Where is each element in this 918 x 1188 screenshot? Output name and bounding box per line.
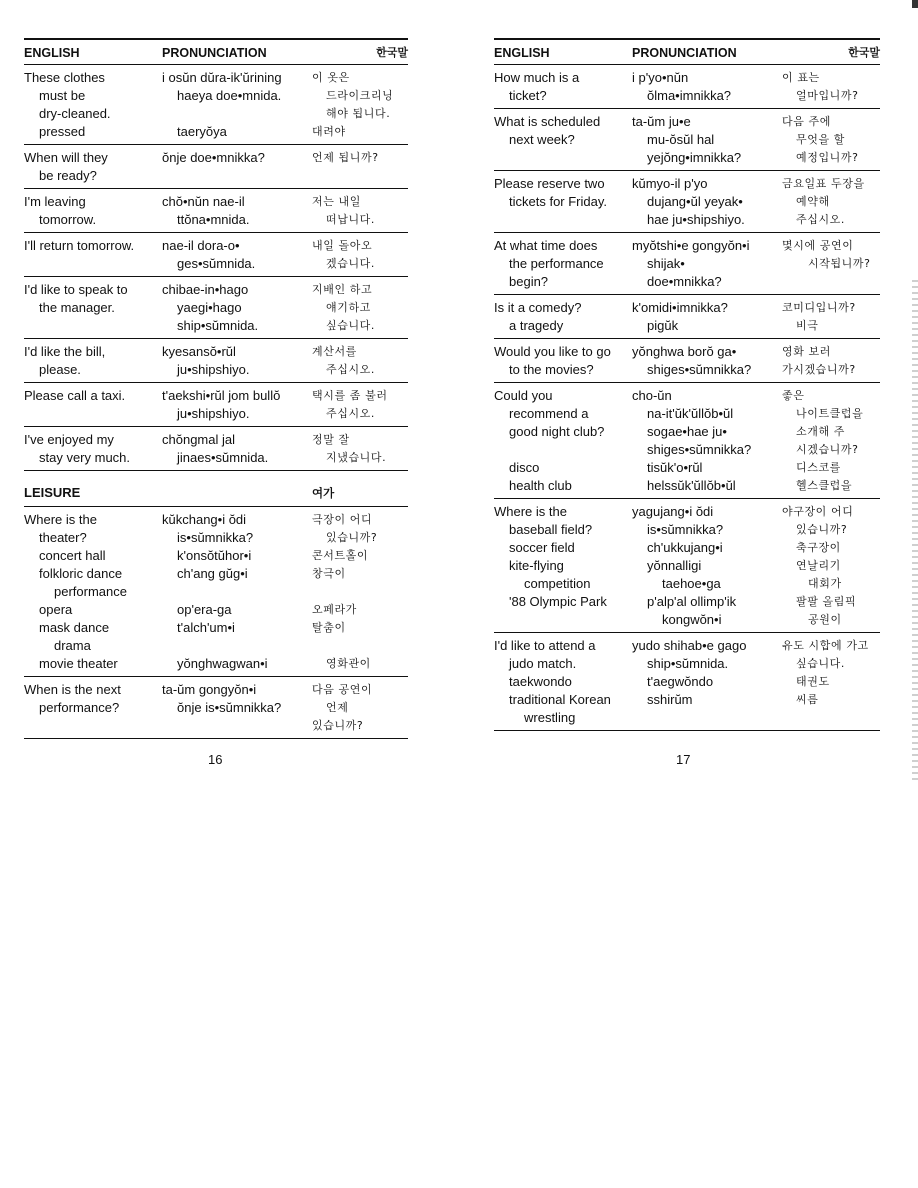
pronunciation-line: t'aegwŏndo bbox=[647, 674, 714, 689]
english-line: good night club? bbox=[509, 424, 605, 439]
page-number-left: 16 bbox=[208, 752, 223, 767]
english-line: judo match. bbox=[509, 656, 577, 671]
english-line: These clothes bbox=[24, 70, 105, 85]
pronunciation-line: yŏnghwagwan•i bbox=[177, 656, 268, 671]
english-line: a tragedy bbox=[509, 318, 564, 333]
english-text bbox=[494, 503, 632, 629]
korean-line: 극장이 어디 bbox=[312, 513, 373, 526]
korean-line: 가시겠습니까? bbox=[782, 363, 856, 376]
pronunciation-line: haeya doe•mnida. bbox=[177, 88, 282, 103]
korean-line: 탈춤이 bbox=[312, 621, 346, 634]
english-line: dry-cleaned. bbox=[39, 106, 111, 121]
english-line: must be bbox=[39, 88, 86, 103]
korean-text bbox=[782, 299, 880, 335]
section-title-korean: 여가 bbox=[312, 486, 335, 500]
english-line: tickets for Friday. bbox=[509, 194, 608, 209]
english-line: pressed bbox=[39, 124, 86, 139]
column-headers bbox=[24, 38, 408, 65]
pronunciation-line: sogae•hae ju• bbox=[647, 424, 727, 439]
phrase-entry bbox=[24, 507, 408, 677]
korean-line: 대회가 bbox=[808, 577, 842, 590]
korean-line: 지냈습니다. bbox=[326, 451, 387, 464]
pronunciation-line: is•sŭmnikka? bbox=[647, 522, 724, 537]
english-line: health club bbox=[509, 478, 572, 493]
pronunciation-line: ges•sŭmnida. bbox=[177, 256, 256, 271]
right-page bbox=[494, 30, 880, 731]
english-line: competition bbox=[524, 576, 591, 591]
pronunciation-text bbox=[162, 237, 312, 273]
pronunciation-text bbox=[162, 149, 312, 185]
pronunciation-line: k'omidi•imnikka? bbox=[632, 300, 728, 315]
pronunciation-line: dujang•ŭl yeyak• bbox=[647, 194, 743, 209]
phrase-entry bbox=[494, 295, 880, 339]
english-line: opera bbox=[39, 602, 73, 617]
korean-line: 언제 됩니까? bbox=[312, 151, 379, 164]
korean-line: 다음 공연이 bbox=[312, 683, 373, 696]
pronunciation-line: ta-ŭm ju•e bbox=[632, 114, 691, 129]
korean-text bbox=[312, 281, 408, 335]
phrase-entry bbox=[494, 383, 880, 499]
english-text bbox=[24, 237, 162, 273]
pronunciation-line: shiges•sŭmnikka? bbox=[647, 442, 752, 457]
english-text bbox=[494, 113, 632, 167]
korean-line: 이 표는 bbox=[782, 71, 820, 84]
english-line: next week? bbox=[509, 132, 575, 147]
pronunciation-line: ju•shipshiyo. bbox=[177, 406, 250, 421]
pronunciation-line bbox=[162, 105, 312, 123]
korean-line: 헬스클럽을 bbox=[796, 479, 853, 492]
english-text bbox=[24, 69, 162, 141]
pronunciation-line: ttŏna•mnida. bbox=[177, 212, 250, 227]
english-text bbox=[494, 637, 632, 727]
pronunciation-line: ch'ang gŭg•i bbox=[177, 566, 248, 581]
korean-text bbox=[312, 237, 408, 273]
pronunciation-line: ship•sŭmnida. bbox=[647, 656, 729, 671]
english-line: performance? bbox=[39, 700, 120, 715]
pronunciation-text bbox=[632, 299, 782, 335]
korean-text bbox=[312, 681, 408, 735]
pronunciation-line: pigŭk bbox=[647, 318, 679, 333]
pronunciation-line: shijak• bbox=[647, 256, 685, 271]
english-line: taekwondo bbox=[509, 674, 572, 689]
phrase-entry bbox=[24, 677, 408, 739]
pronunciation-text bbox=[632, 387, 782, 495]
phrase-entry bbox=[494, 109, 880, 171]
english-line: Would you like to go bbox=[494, 344, 611, 359]
pronunciation-line: chŏngmal jal bbox=[162, 432, 235, 447]
pronunciation-text bbox=[162, 511, 312, 673]
english-text bbox=[494, 387, 632, 495]
english-text bbox=[494, 343, 632, 379]
english-line: to the movies? bbox=[509, 362, 594, 377]
phrase-entry bbox=[24, 277, 408, 339]
english-text bbox=[494, 69, 632, 105]
korean-line: 이 옷은 bbox=[312, 71, 350, 84]
korean-line: 영화 보러 bbox=[782, 345, 832, 358]
phrase-entry bbox=[494, 65, 880, 109]
korean-line: 언제 bbox=[326, 701, 349, 714]
pronunciation-line: jinaes•sŭmnida. bbox=[177, 450, 269, 465]
korean-line: 있습니까? bbox=[326, 531, 378, 544]
header-pronunciation: PRONUNCIATION bbox=[632, 46, 737, 60]
english-line: performance bbox=[54, 584, 127, 599]
pronunciation-line: myŏtshi•e gongyŏn•i bbox=[632, 238, 750, 253]
korean-line: 주십시오. bbox=[796, 213, 846, 226]
pronunciation-line: mu-ŏsŭl hal bbox=[647, 132, 715, 147]
english-line: folkloric dance bbox=[39, 566, 123, 581]
phrase-entry bbox=[24, 233, 408, 277]
english-text bbox=[24, 387, 162, 423]
korean-line: 지배인 하고 bbox=[312, 283, 373, 296]
english-line: What is scheduled bbox=[494, 114, 601, 129]
pronunciation-text bbox=[632, 503, 782, 629]
english-text bbox=[494, 299, 632, 335]
korean-line: 계산서를 bbox=[312, 345, 357, 358]
phrase-entry bbox=[24, 383, 408, 427]
pronunciation-text bbox=[632, 343, 782, 379]
korean-line: 연날리기 bbox=[796, 559, 841, 572]
phrase-entry bbox=[24, 427, 408, 471]
korean-line: 다음 주에 bbox=[782, 115, 832, 128]
english-line: Please call a taxi. bbox=[24, 388, 126, 403]
english-line: Could you bbox=[494, 388, 553, 403]
korean-line: 코미디입니까? bbox=[782, 301, 856, 314]
korean-text bbox=[312, 387, 408, 423]
korean-text bbox=[782, 343, 880, 379]
english-line: Please reserve two bbox=[494, 176, 605, 191]
pronunciation-line: yejŏng•imnikka? bbox=[647, 150, 742, 165]
english-text bbox=[24, 681, 162, 735]
english-line: the performance bbox=[509, 256, 604, 271]
korean-line: 디스코를 bbox=[796, 461, 841, 474]
english-line: drama bbox=[54, 638, 91, 653]
korean-line: 있습니까? bbox=[796, 523, 848, 536]
korean-text bbox=[782, 237, 880, 291]
pronunciation-line: yudo shihab•e gago bbox=[632, 638, 747, 653]
header-pronunciation: PRONUNCIATION bbox=[162, 46, 267, 60]
phrase-entry bbox=[494, 499, 880, 633]
english-line: recommend a bbox=[509, 406, 589, 421]
english-line: At what time does bbox=[494, 238, 598, 253]
korean-line: 팔팔 올림픽 bbox=[796, 595, 857, 608]
korean-line: 드라이크리닝 bbox=[326, 89, 394, 102]
english-line: I'd like to speak to bbox=[24, 282, 128, 297]
korean-line: 대려야 bbox=[312, 125, 346, 138]
pronunciation-text bbox=[162, 343, 312, 379]
pronunciation-text bbox=[162, 69, 312, 141]
pronunciation-line: nae-il dora-o• bbox=[162, 238, 240, 253]
pronunciation-text bbox=[632, 237, 782, 291]
phrase-entry bbox=[494, 633, 880, 731]
pronunciation-line: hae ju•shipshiyo. bbox=[647, 212, 745, 227]
english-line: please. bbox=[39, 362, 81, 377]
english-line: soccer field bbox=[509, 540, 575, 555]
english-text bbox=[24, 431, 162, 467]
korean-line: 택시를 좀 불러 bbox=[312, 389, 388, 402]
korean-line: 유도 시합에 가고 bbox=[782, 639, 869, 652]
korean-line: 나이트클럽을 bbox=[796, 407, 864, 420]
korean-line: 주십시오. bbox=[326, 363, 376, 376]
english-line: I'll return tomorrow. bbox=[24, 238, 135, 253]
column-headers bbox=[494, 38, 880, 65]
header-english: ENGLISH bbox=[494, 46, 550, 60]
korean-line: 싶습니다. bbox=[796, 657, 846, 670]
pronunciation-line: yŏnnalligi bbox=[647, 558, 702, 573]
header-korean: 한국말 bbox=[848, 46, 880, 59]
korean-line: 싶습니다. bbox=[326, 319, 376, 332]
english-line: I'm leaving bbox=[24, 194, 86, 209]
korean-line: 예약해 bbox=[796, 195, 830, 208]
korean-line: 좋은 bbox=[782, 389, 805, 402]
pronunciation-text bbox=[162, 193, 312, 229]
english-line: disco bbox=[509, 460, 540, 475]
korean-text bbox=[782, 113, 880, 167]
pronunciation-line: ta-ŭm gongyŏn•i bbox=[162, 682, 257, 697]
korean-line: 해야 됩니다. bbox=[326, 107, 391, 120]
korean-line: 몇시에 공연이 bbox=[782, 239, 854, 252]
pronunciation-line: ŏnje doe•mnikka? bbox=[162, 150, 265, 165]
english-line: Is it a comedy? bbox=[494, 300, 582, 315]
pronunciation-line: tisŭk'o•rŭl bbox=[647, 460, 703, 475]
section-spacer bbox=[162, 485, 312, 501]
english-text bbox=[24, 149, 162, 185]
pronunciation-line: i osŭn dŭra-ik'ŭrining bbox=[162, 70, 282, 85]
phrase-entry bbox=[24, 65, 408, 145]
korean-line: 금요일표 두장을 bbox=[782, 177, 865, 190]
pronunciation-line: taehoe•ga bbox=[662, 576, 721, 591]
phrase-entry bbox=[24, 189, 408, 233]
english-text bbox=[24, 511, 162, 673]
pronunciation-line: t'alch'um•i bbox=[177, 620, 235, 635]
phrase-entry bbox=[24, 339, 408, 383]
korean-text bbox=[312, 431, 408, 467]
korean-line: 무엇을 할 bbox=[796, 133, 846, 146]
korean-line: 얘기하고 bbox=[326, 301, 371, 314]
english-line: traditional Korean bbox=[509, 692, 611, 707]
pronunciation-line: ŏnje is•sŭmnikka? bbox=[177, 700, 282, 715]
korean-line: 태권도 bbox=[796, 675, 830, 688]
english-text bbox=[24, 193, 162, 229]
pronunciation-line: yŏnghwa borŏ ga• bbox=[632, 344, 737, 359]
pronunciation-text bbox=[162, 281, 312, 335]
korean-text bbox=[312, 193, 408, 229]
korean-line: 창극이 bbox=[312, 567, 346, 580]
korean-line: 있습니까? bbox=[312, 719, 364, 732]
english-line: When is the next bbox=[24, 682, 121, 697]
korean-text bbox=[312, 149, 408, 185]
phrase-entry bbox=[494, 233, 880, 295]
pronunciation-line: helssŭk'ŭllŏb•ŭl bbox=[647, 478, 736, 493]
english-line: I've enjoyed my bbox=[24, 432, 114, 447]
pronunciation-line: sshirŭm bbox=[647, 692, 693, 707]
section-heading-leisure bbox=[24, 471, 408, 507]
pronunciation-text bbox=[162, 387, 312, 423]
pronunciation-line: ju•shipshiyo. bbox=[177, 362, 250, 377]
english-text bbox=[24, 281, 162, 335]
english-text bbox=[494, 237, 632, 291]
korean-line: 콘서트홀이 bbox=[312, 549, 369, 562]
pronunciation-line: kŭmyo-il p'yo bbox=[632, 176, 708, 191]
pronunciation-text bbox=[632, 175, 782, 229]
header-korean: 한국말 bbox=[376, 46, 408, 59]
english-line: theater? bbox=[39, 530, 87, 545]
korean-line: 주십시오. bbox=[326, 407, 376, 420]
pronunciation-line: op'era-ga bbox=[177, 602, 232, 617]
pronunciation-line: p'alp'al ollimp'ik bbox=[647, 594, 737, 609]
page-number-right: 17 bbox=[676, 752, 691, 767]
english-line: Where is the bbox=[24, 512, 97, 527]
korean-line: 시겠습니까? bbox=[796, 443, 859, 456]
korean-line: 얼마입니까? bbox=[796, 89, 859, 102]
pronunciation-line: na-it'ŭk'ŭllŏb•ŭl bbox=[647, 406, 734, 421]
korean-line: 정말 잘 bbox=[312, 433, 350, 446]
pronunciation-text bbox=[632, 69, 782, 105]
korean-line: 저는 내일 bbox=[312, 195, 362, 208]
korean-line: 내일 돌아오 bbox=[312, 239, 373, 252]
korean-line: 축구장이 bbox=[796, 541, 841, 554]
english-line: begin? bbox=[509, 274, 549, 289]
korean-line: 시작됩니까? bbox=[808, 257, 871, 270]
pronunciation-line: ch'ukkujang•i bbox=[647, 540, 723, 555]
korean-line: 오페라가 bbox=[312, 603, 357, 616]
pronunciation-line: cho-ŭn bbox=[632, 388, 672, 403]
english-line: How much is a bbox=[494, 70, 580, 85]
korean-text bbox=[782, 637, 880, 727]
english-line: baseball field? bbox=[509, 522, 593, 537]
english-line: I'd like to attend a bbox=[494, 638, 596, 653]
pronunciation-line: kongwŏn•i bbox=[662, 612, 722, 627]
english-line: Where is the bbox=[494, 504, 567, 519]
korean-line: 영화관이 bbox=[326, 657, 371, 670]
pronunciation-line: i p'yo•nŭn bbox=[632, 70, 689, 85]
korean-line bbox=[312, 637, 408, 655]
pronunciation-line: kŭkchang•i ŏdi bbox=[162, 512, 247, 527]
english-line: concert hall bbox=[39, 548, 106, 563]
korean-line: 떠납니다. bbox=[326, 213, 376, 226]
korean-line: 비극 bbox=[796, 319, 819, 332]
korean-line: 소개해 주 bbox=[796, 425, 846, 438]
left-page bbox=[24, 30, 408, 739]
english-line bbox=[494, 441, 632, 459]
korean-line: 공원이 bbox=[808, 613, 842, 626]
phrase-entry bbox=[24, 145, 408, 189]
pronunciation-line: taeryŏya bbox=[177, 124, 227, 139]
pronunciation-line: is•sŭmnikka? bbox=[177, 530, 254, 545]
english-line: '88 Olympic Park bbox=[509, 594, 607, 609]
scanned-page-edge bbox=[912, 280, 918, 780]
pronunciation-line: shiges•sŭmnikka? bbox=[647, 362, 752, 377]
korean-text bbox=[782, 69, 880, 105]
pronunciation-line bbox=[162, 637, 312, 655]
korean-line bbox=[312, 583, 408, 601]
english-line: be ready? bbox=[39, 168, 97, 183]
pronunciation-text bbox=[162, 431, 312, 467]
phrase-entry bbox=[494, 171, 880, 233]
english-line: ticket? bbox=[509, 88, 547, 103]
korean-text bbox=[782, 503, 880, 629]
english-text bbox=[24, 343, 162, 379]
pronunciation-line: ship•sŭmnida. bbox=[177, 318, 259, 333]
english-line: the manager. bbox=[39, 300, 115, 315]
english-line: kite-flying bbox=[509, 558, 564, 573]
english-text bbox=[494, 175, 632, 229]
page-corner-mark bbox=[912, 0, 918, 8]
korean-text bbox=[782, 175, 880, 229]
section-title: LEISURE bbox=[24, 485, 81, 500]
english-line: When will they bbox=[24, 150, 108, 165]
pronunciation-line: doe•mnikka? bbox=[647, 274, 722, 289]
pronunciation-line: ŏlma•imnikka? bbox=[647, 88, 732, 103]
korean-line: 야구장이 어디 bbox=[782, 505, 854, 518]
korean-text bbox=[782, 387, 880, 495]
pronunciation-text bbox=[162, 681, 312, 735]
english-line: wrestling bbox=[524, 710, 576, 725]
english-line: mask dance bbox=[39, 620, 110, 635]
korean-line: 씨름 bbox=[796, 693, 819, 706]
pronunciation-line: k'onsŏtŭhor•i bbox=[177, 548, 252, 563]
pronunciation-line bbox=[162, 583, 312, 601]
pronunciation-text bbox=[632, 113, 782, 167]
korean-text bbox=[312, 69, 408, 141]
english-line: stay very much. bbox=[39, 450, 131, 465]
pronunciation-line: t'aekshi•rŭl jom bullŏ bbox=[162, 388, 281, 403]
english-line: I'd like the bill, bbox=[24, 344, 106, 359]
korean-text bbox=[312, 343, 408, 379]
pronunciation-line: yagujang•i ŏdi bbox=[632, 504, 714, 519]
pronunciation-line: chibae-in•hago bbox=[162, 282, 249, 297]
korean-text bbox=[312, 511, 408, 673]
korean-line: 겠습니다. bbox=[326, 257, 376, 270]
korean-line: 예정입니까? bbox=[796, 151, 859, 164]
pronunciation-text bbox=[632, 637, 782, 727]
pronunciation-line: chŏ•nŭn nae-il bbox=[162, 194, 245, 209]
english-line: movie theater bbox=[39, 656, 118, 671]
pronunciation-line: kyesansŏ•rŭl bbox=[162, 344, 236, 359]
phrase-entry bbox=[494, 339, 880, 383]
header-english: ENGLISH bbox=[24, 46, 80, 60]
english-line: tomorrow. bbox=[39, 212, 97, 227]
pronunciation-line: yaegi•hago bbox=[177, 300, 242, 315]
